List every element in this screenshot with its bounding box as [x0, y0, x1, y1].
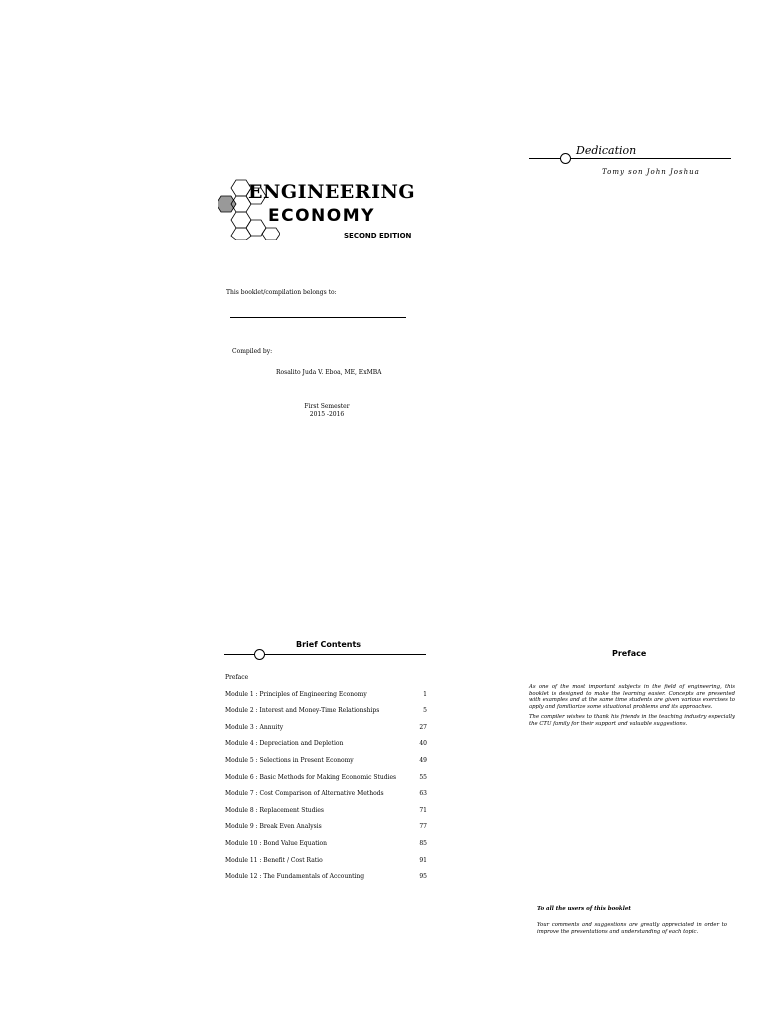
book-title-line2: ECONOMY — [268, 206, 375, 226]
brief-contents-title: Brief Contents — [296, 640, 362, 649]
toc-label: Module 7 : Cost Comparison of Alternative Methods — [225, 790, 384, 798]
toc-row — [225, 857, 429, 874]
toc-label: Module 4 : Depreciation and Depletion — [225, 740, 344, 748]
toc-page: 5 — [423, 707, 427, 715]
toc-page: 27 — [419, 723, 427, 731]
toc-row — [225, 674, 429, 691]
preface-paragraph: The compiler wishes to thank his friends in the teaching industry especially the CTU family for their support and valuable suggestions. — [529, 714, 735, 727]
dedication-text: Tomy son John Joshua — [602, 168, 700, 176]
users-note-body: Your comments and suggestions are greatly appreciated in order to improve the presentations and understanding of each topic. — [537, 922, 727, 935]
dedication-circle-icon — [560, 153, 571, 164]
users-note-title: To all the users of this booklet — [537, 906, 631, 912]
toc-label: Module 10 : Bond Value Equation — [225, 839, 328, 847]
preface-body — [529, 684, 735, 732]
toc-page: 85 — [419, 839, 427, 847]
table-of-contents — [225, 674, 429, 890]
toc-row — [225, 873, 429, 890]
toc-label: Module 12 : The Fundamentals of Accounting — [225, 873, 365, 881]
book-title-line1: ENGINEERING — [248, 181, 416, 203]
toc-row — [225, 840, 429, 857]
toc-row — [225, 724, 429, 741]
brief-contents-circle-icon — [254, 649, 265, 660]
toc-label: Module 9 : Break Even Analysis — [225, 823, 322, 831]
toc-label: Module 3 : Annuity — [225, 723, 284, 731]
toc-row — [225, 757, 429, 774]
belongs-to-label: This booklet/compilation belongs to: — [226, 289, 337, 296]
preface-paragraph: As one of the most important subjects in the field of engineering, this booklet is designed to make the learning easier. Concepts are presented with examples and at the same time students are given various exercises to apply and familiarize some situational problems and its approaches. — [529, 684, 735, 710]
toc-page: 49 — [419, 756, 427, 764]
toc-label: Module 1 : Principles of Engineering Economy — [225, 690, 367, 698]
toc-label: Module 8 : Replacement Studies — [225, 806, 325, 814]
toc-page: 95 — [419, 873, 427, 881]
toc-page: 77 — [419, 823, 427, 831]
toc-label: Module 11 : Benefit / Cost Ratio — [225, 856, 323, 864]
compiled-by-label: Compiled by: — [232, 348, 273, 355]
compiler-name: Rosalito Juda V. Eboa, ME, ExMBA — [276, 369, 382, 376]
toc-page: 71 — [419, 806, 427, 814]
toc-row — [225, 707, 429, 724]
toc-label: Module 5 : Selections in Present Economy — [225, 756, 354, 764]
toc-row — [225, 691, 429, 708]
dedication-title: Dedication — [576, 144, 637, 157]
toc-row — [225, 740, 429, 757]
school-year: 2015 -2016 — [309, 411, 345, 418]
edition-label: SECOND EDITION — [344, 232, 412, 240]
toc-row — [225, 790, 429, 807]
toc-label: Module 2 : Interest and Money-Time Relationships — [225, 707, 380, 715]
toc-page: 1 — [423, 690, 427, 698]
toc-page: 55 — [419, 773, 427, 781]
semester-label: First Semester — [304, 403, 350, 410]
toc-label: Preface — [225, 674, 249, 681]
semester-info — [298, 403, 356, 419]
toc-label: Module 6 : Basic Methods for Making Economic Studies — [225, 773, 397, 781]
toc-row — [225, 774, 429, 791]
owner-name-line — [230, 317, 406, 318]
toc-row — [225, 807, 429, 824]
toc-page: 40 — [419, 740, 427, 748]
toc-row — [225, 823, 429, 840]
toc-page: 91 — [419, 856, 427, 864]
preface-title: Preface — [612, 649, 647, 658]
toc-page: 63 — [419, 790, 427, 798]
